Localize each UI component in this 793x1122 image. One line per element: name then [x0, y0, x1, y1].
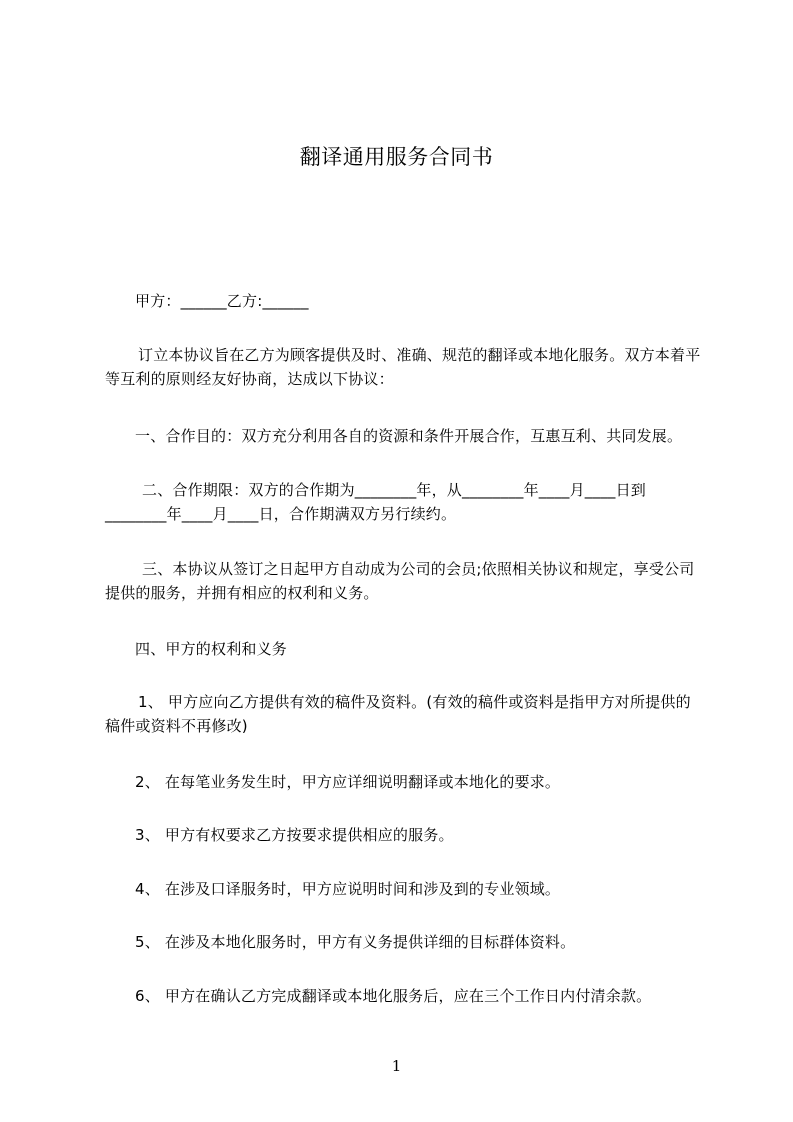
parties-line: 甲方：______乙方:______ — [135, 292, 309, 310]
list-item-4: 4、 在涉及口译服务时，甲方应说明时间和涉及到的专业领域。 — [135, 880, 561, 898]
page-number: 1 — [391, 1057, 402, 1075]
list-item-6: 6、 甲方在确认乙方完成翻译或本地化服务后，应在三个工作日内付清余款。 — [135, 987, 652, 1005]
list-item-3: 3、 甲方有权要求乙方按要求提供相应的服务。 — [135, 826, 454, 844]
intro-paragraph: 订立本协议旨在乙方为顾客提供及时、准确、规范的翻译或本地化服务。双方本着平等互利的原则经友好协商，达成以下协议： — [105, 346, 701, 388]
clause-2: 二、合作期限：双方的合作期为________年，从________年____月____日到________年____月____日，合作期满双方另行续约。 — [105, 481, 647, 523]
document-title: 翻译通用服务合同书 — [299, 145, 494, 169]
clause-1: 一、合作目的：双方充分利用各自的资源和条件开展合作，互惠互利、共同发展。 — [135, 427, 683, 445]
list-item-2: 2、 在每笔业务发生时，甲方应详细说明翻译或本地化的要求。 — [135, 773, 561, 791]
clause-3: 三、本协议从签订之日起甲方自动成为公司的会员;依照相关协议和规定，享受公司提供的服务，并拥有相应的权利和义务。 — [105, 560, 695, 602]
list-item-1: 1、 甲方应向乙方提供有效的稿件及资料。(有效的稿件或资料是指甲方对所提供的稿件或资料不再修改) — [105, 693, 691, 735]
clause-4-heading: 四、甲方的权利和义务 — [135, 640, 288, 658]
list-item-5: 5、 在涉及本地化服务时，甲方有义务提供详细的目标群体资料。 — [135, 933, 576, 951]
